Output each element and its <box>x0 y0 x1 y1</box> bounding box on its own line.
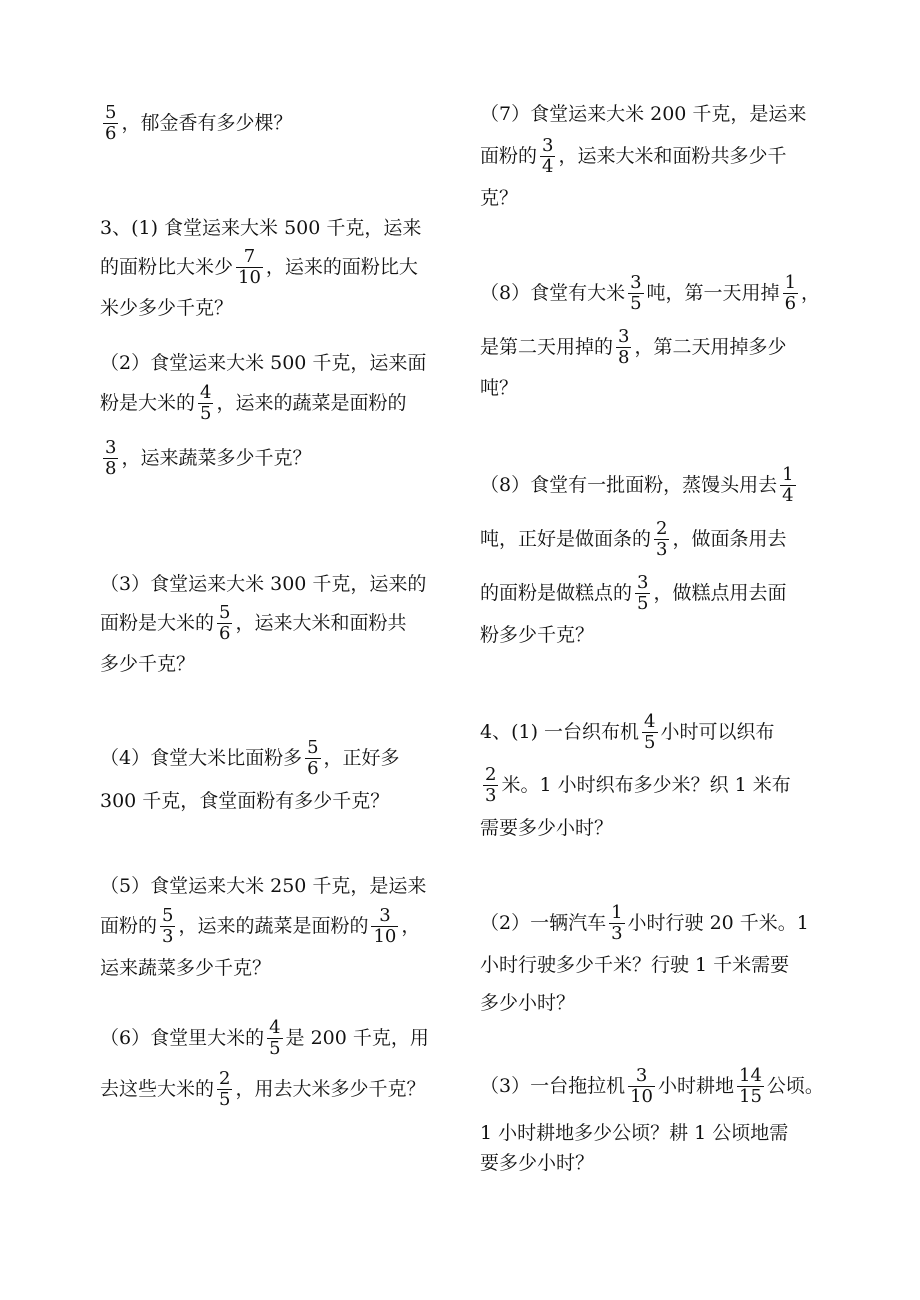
fraction-denominator: 3 <box>485 784 497 806</box>
fraction-denominator: 5 <box>200 402 212 424</box>
fraction-numerator: 1 <box>782 463 794 485</box>
fraction-denominator: 3 <box>656 538 668 560</box>
problem-text: 要多少小时？ <box>480 1152 595 1174</box>
fraction-numerator: 4 <box>269 1016 281 1038</box>
problem-text: ，第二天用掉多少 <box>634 336 787 358</box>
problem-text: （2）一辆汽车 <box>480 912 607 934</box>
fraction <box>737 1066 764 1107</box>
fraction <box>483 765 498 806</box>
problem-text: ，运来蔬菜多少千克？ <box>121 447 312 469</box>
fraction <box>609 903 624 944</box>
problem-line <box>100 602 406 642</box>
problem-text: ，做面条用去 <box>672 528 787 550</box>
fraction-numerator: 1 <box>611 901 623 923</box>
problem-text: 公顷。 <box>766 1075 824 1097</box>
fraction-denominator: 6 <box>219 622 231 644</box>
problem-line <box>100 643 195 683</box>
fraction-numerator: 3 <box>618 325 630 347</box>
fraction-numerator: 2 <box>656 517 668 539</box>
problem-line <box>480 1065 824 1105</box>
problem-text: ，运来的蔬菜是面粉的 <box>178 915 369 937</box>
problem-line <box>480 764 791 804</box>
fraction <box>103 103 118 144</box>
fraction-denominator: 5 <box>630 292 642 314</box>
fraction-numerator: 3 <box>630 271 642 293</box>
problem-line <box>480 135 786 175</box>
problem-text: （7）食堂运来大米 200 千克，是运来 <box>480 103 807 125</box>
problem-text: 面粉是大米的 <box>100 612 215 634</box>
fraction <box>628 273 643 314</box>
problem-line <box>100 947 271 987</box>
fraction <box>616 327 631 368</box>
fraction <box>103 438 118 479</box>
fraction-denominator: 8 <box>105 457 117 479</box>
problem-line <box>480 944 789 984</box>
problem-text: 克？ <box>480 187 519 209</box>
fraction <box>654 519 669 560</box>
fraction-denominator: 8 <box>618 346 630 368</box>
problem-text: 米。1 小时织布多少米？织 1 米布 <box>501 774 791 796</box>
fraction-numerator: 7 <box>243 245 256 267</box>
problem-text: 1 小时耕地多少公顷？耕 1 公顷地需 <box>480 1122 789 1144</box>
problem-text: 小时耕地 <box>658 1075 735 1097</box>
fraction <box>160 906 175 947</box>
fraction <box>783 273 798 314</box>
fraction-denominator: 15 <box>739 1085 762 1107</box>
problem-text: 4、(1) 一台织布机 <box>480 721 640 743</box>
problem-line <box>480 177 518 217</box>
fraction-numerator: 3 <box>542 134 554 156</box>
problem-text: 运来蔬菜多少千克？ <box>100 957 272 979</box>
fraction <box>198 383 213 424</box>
fraction-denominator: 6 <box>784 292 797 314</box>
fraction <box>642 712 657 753</box>
fraction-denominator: 5 <box>219 1088 231 1110</box>
problem-text: 的面粉是做糕点的 <box>480 582 633 604</box>
fraction <box>540 136 555 177</box>
problem-text: （2）食堂运来大米 500 千克，运来面 <box>100 352 427 374</box>
problem-line <box>100 287 233 327</box>
problem-text: ，正好多 <box>323 747 400 769</box>
problem-line <box>100 780 389 820</box>
fraction-numerator: 3 <box>637 571 649 593</box>
fraction-numerator: 3 <box>635 1064 648 1086</box>
fraction-denominator: 4 <box>782 484 794 506</box>
fraction-denominator: 3 <box>611 922 623 944</box>
problem-text: （6）食堂里大米的 <box>100 1027 265 1049</box>
problem-text: 吨，第一天用掉 <box>646 282 780 304</box>
problem-text: ，用去大米多少千克？ <box>235 1078 426 1100</box>
problem-text: 300 千克，食堂面粉有多少千克？ <box>100 790 390 812</box>
fraction <box>780 465 795 506</box>
fraction-denominator: 5 <box>644 731 656 753</box>
problem-line <box>100 865 426 905</box>
fraction-numerator: 4 <box>644 710 656 732</box>
problem-text: 多少小时？ <box>480 992 576 1014</box>
fraction-denominator: 4 <box>542 155 554 177</box>
problem-line <box>480 982 575 1022</box>
problem-line <box>100 563 426 603</box>
fraction-denominator: 6 <box>307 757 319 779</box>
problem-line <box>480 711 775 751</box>
problem-line <box>480 464 799 504</box>
problem-text: 面粉的 <box>480 145 538 167</box>
fraction-denominator: 10 <box>630 1085 653 1107</box>
problem-text: 小时可以织布 <box>660 721 775 743</box>
fraction-numerator: 5 <box>105 101 117 123</box>
problem-line <box>100 342 426 382</box>
problem-text: （3）食堂运来大米 300 千克，运来的 <box>100 573 427 595</box>
problem-text: 面粉的 <box>100 915 158 937</box>
fraction-numerator: 5 <box>307 736 319 758</box>
problem-line <box>100 905 420 945</box>
fraction-denominator: 10 <box>373 925 397 947</box>
fraction <box>305 738 320 779</box>
fraction-numerator: 5 <box>162 904 174 926</box>
problem-text: （5）食堂运来大米 250 千克，是运来 <box>100 875 427 897</box>
problem-text: 3、(1) 食堂运来大米 500 千克，运来 <box>100 217 422 239</box>
problem-line <box>480 326 786 366</box>
problem-line <box>100 1068 425 1108</box>
fraction <box>217 1069 232 1110</box>
fraction-denominator: 5 <box>269 1037 281 1059</box>
problem-text: ，郁金香有多少棵？ <box>121 112 293 134</box>
problem-text: 需要多少小时？ <box>480 817 614 839</box>
problem-text: （8）食堂有一批面粉，蒸馒头用去 <box>480 474 778 496</box>
problem-line <box>100 737 400 777</box>
problem-text: （4）食堂大米比面粉多 <box>100 747 303 769</box>
fraction <box>371 906 398 947</box>
problem-line <box>100 382 406 422</box>
fraction <box>628 1066 655 1107</box>
problem-line <box>480 518 786 558</box>
fraction-numerator: 5 <box>219 601 231 623</box>
problem-line <box>100 246 418 286</box>
fraction <box>236 247 263 288</box>
problem-text: ，运来的蔬菜是面粉的 <box>216 392 407 414</box>
problem-text: 吨？ <box>480 377 519 399</box>
problem-line <box>480 807 613 847</box>
problem-text: 是 200 千克，用 <box>285 1027 429 1049</box>
problem-line <box>480 367 518 407</box>
fraction-numerator: 3 <box>105 436 117 458</box>
fraction <box>217 603 232 644</box>
fraction-numerator: 2 <box>485 763 497 785</box>
problem-text: ，运来的面粉比大 <box>265 256 418 278</box>
problem-text: 去这些大米的 <box>100 1078 215 1100</box>
problem-line <box>480 614 594 654</box>
fraction-numerator: 1 <box>784 271 797 293</box>
problem-text: ， <box>401 915 421 937</box>
problem-line <box>100 207 421 247</box>
problem-text: ， <box>801 282 821 304</box>
problem-text: 的面粉比大米少 <box>100 256 234 278</box>
fraction-denominator: 6 <box>105 122 117 144</box>
fraction-denominator: 5 <box>637 592 649 614</box>
fraction <box>267 1018 282 1059</box>
problem-text: （3）一台拖拉机 <box>480 1075 626 1097</box>
problem-text: ，做糕点用去面 <box>653 582 787 604</box>
problem-text: 粉多少千克？ <box>480 624 595 646</box>
problem-line <box>480 272 820 312</box>
problem-line <box>480 902 809 942</box>
problem-text: 吨，正好是做面条的 <box>480 528 652 550</box>
fraction-numerator: 14 <box>739 1064 762 1086</box>
problem-text: 小时行驶多少千米？行驶 1 千米需要 <box>480 954 790 976</box>
problem-text: 米少多少千克？ <box>100 297 234 319</box>
problem-line <box>480 93 806 133</box>
problem-text: 是第二天用掉的 <box>480 336 614 358</box>
problem-text: 多少千克？ <box>100 653 196 675</box>
problem-text: 粉是大米的 <box>100 392 196 414</box>
problem-text: ，运来大米和面粉共 <box>235 612 407 634</box>
fraction-numerator: 3 <box>379 904 391 926</box>
problem-line <box>100 1017 429 1057</box>
fraction <box>635 573 650 614</box>
fraction-numerator: 2 <box>219 1067 231 1089</box>
fraction-denominator: 10 <box>238 266 261 288</box>
problem-text: 小时行驶 20 千米。1 <box>627 912 809 934</box>
problem-line <box>100 437 311 477</box>
problem-line <box>480 1142 594 1182</box>
problem-line <box>480 572 786 612</box>
fraction-numerator: 4 <box>200 381 212 403</box>
fraction-denominator: 3 <box>162 925 174 947</box>
problem-text: （8）食堂有大米 <box>480 282 626 304</box>
problem-text: ，运来大米和面粉共多少千 <box>558 145 787 167</box>
problem-line <box>100 102 292 142</box>
